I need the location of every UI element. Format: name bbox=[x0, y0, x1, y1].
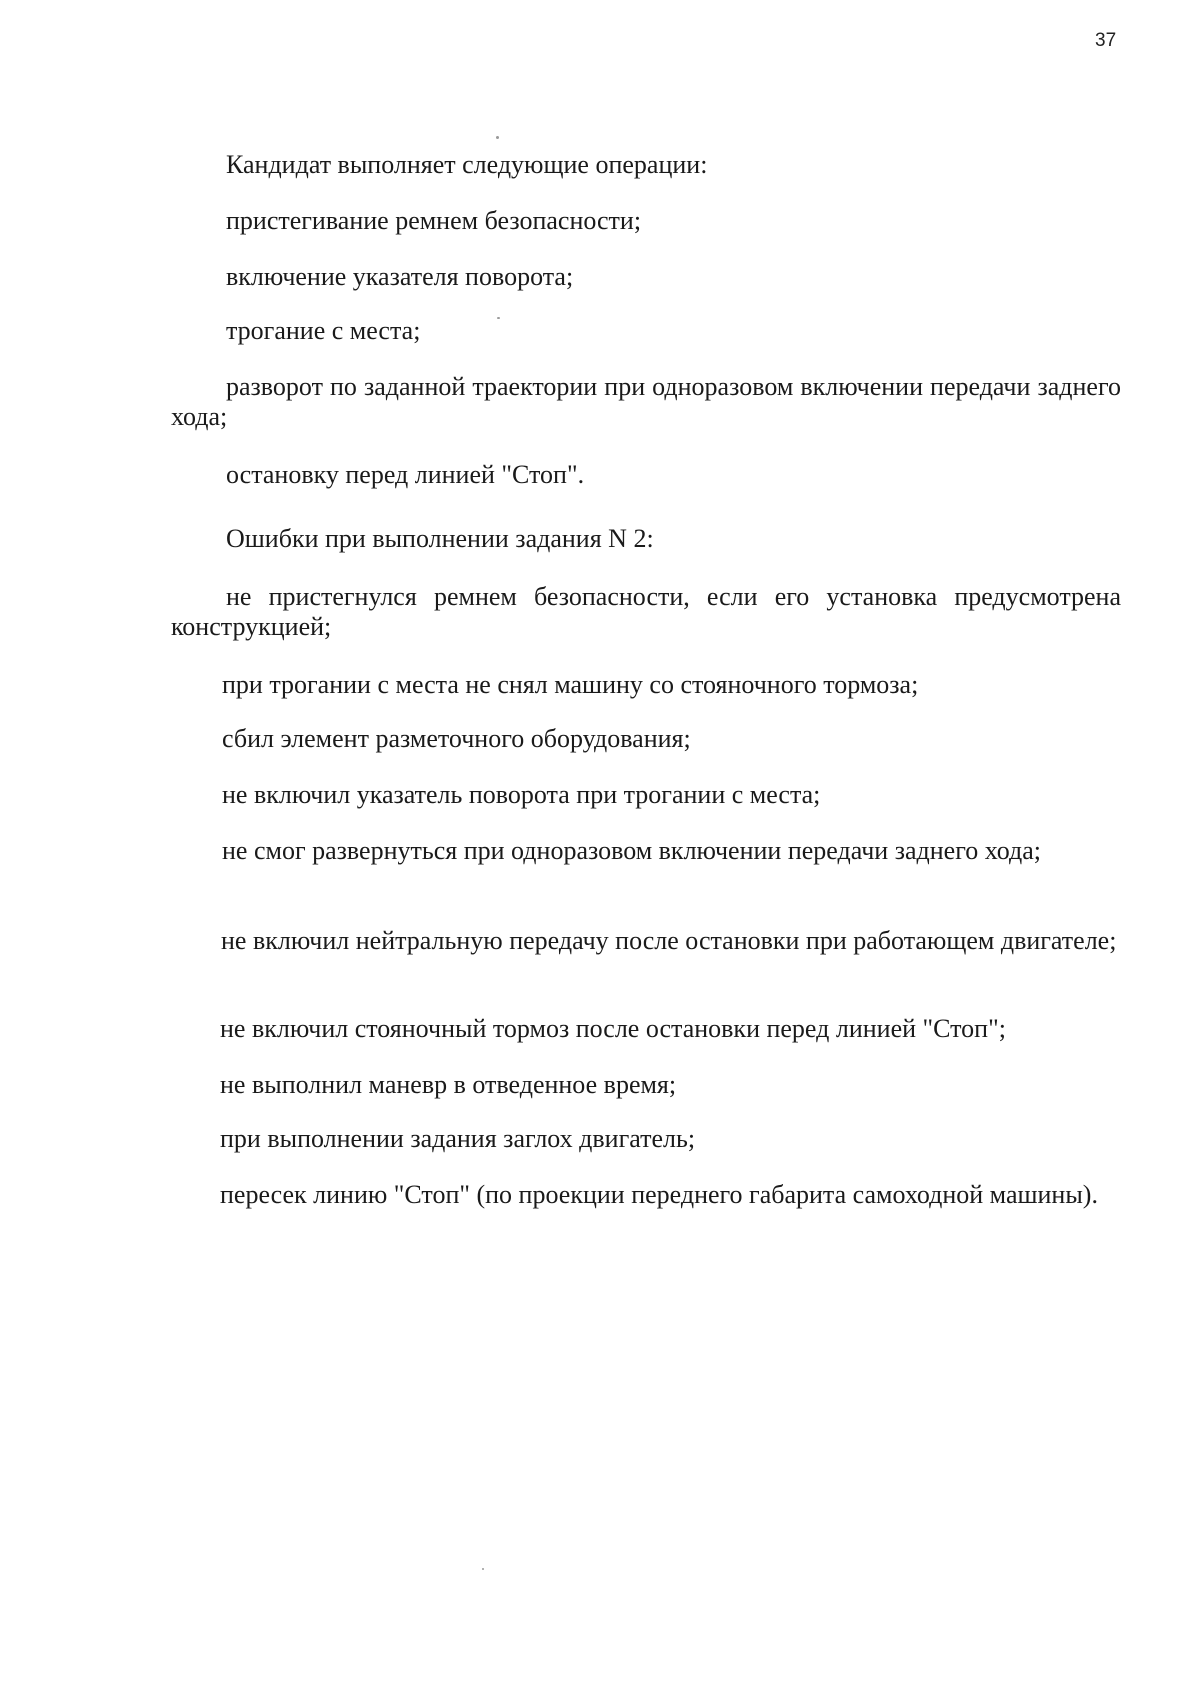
paragraph-operation-stop-line: остановку перед линией "Стоп". bbox=[226, 460, 585, 489]
paragraph-error-crossed-stop-line: пересек линию "Стоп" (по проекции переднего габарита самоходной машины). bbox=[220, 1180, 1098, 1209]
scan-speck bbox=[497, 317, 500, 319]
paragraph-operations-heading: Кандидат выполняет следующие операции: bbox=[226, 150, 708, 179]
paragraph-error-seatbelt: не пристегнулся ремнем безопасности, если его установка предусмотрена конструкцией; bbox=[171, 582, 1121, 641]
paragraph-error-neutral-gear: не включил нейтральную передачу после остановки при работающем двигателе; bbox=[221, 926, 1117, 955]
paragraph-error-u-turn: не смог развернуться при одноразовом включении передачи заднего хода; bbox=[222, 836, 1041, 865]
paragraph-error-parking-brake-engage: не включил стояночный тормоз после остановки перед линией "Стоп"; bbox=[220, 1014, 1006, 1043]
scan-speck bbox=[496, 136, 499, 139]
paragraph-error-parking-brake-release: при трогании с места не снял машину со стояночного тормоза; bbox=[222, 670, 919, 699]
paragraph-error-engine-stall: при выполнении задания заглох двигатель; bbox=[220, 1124, 696, 1153]
paragraph-error-turn-signal: не включил указатель поворота при трогании с места; bbox=[222, 780, 821, 809]
paragraph-error-time-limit: не выполнил маневр в отведенное время; bbox=[220, 1070, 677, 1099]
paragraph-operation-u-turn: разворот по заданной траектории при одноразовом включении передачи заднего хода; bbox=[171, 372, 1121, 431]
paragraph-operation-turn-signal: включение указателя поворота; bbox=[226, 262, 574, 291]
page-number: 37 bbox=[1095, 30, 1117, 51]
paragraph-error-marking-equipment: сбил элемент разметочного оборудования; bbox=[222, 724, 691, 753]
paragraph-errors-heading: Ошибки при выполнении задания N 2: bbox=[226, 524, 654, 553]
scan-speck bbox=[482, 1568, 484, 1570]
paragraph-operation-start-moving: трогание с места; bbox=[226, 316, 421, 345]
paragraph-operation-seatbelt: пристегивание ремнем безопасности; bbox=[226, 206, 642, 235]
